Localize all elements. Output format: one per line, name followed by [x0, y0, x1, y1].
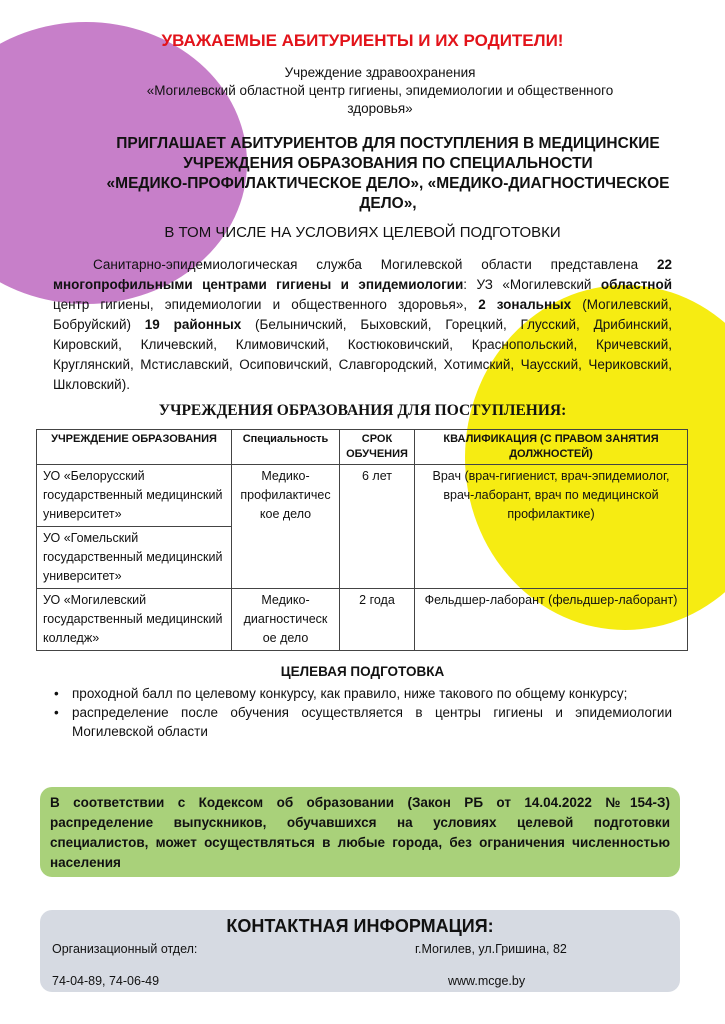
notice-box: В соответствии с Кодексом об образовании (Закон РБ от 14.04.2022 №154-З) распределение выпускников, обучавшихся на условиях целевой подготовки специалистов, может осуществляться в любые города, без ограничения численностью населения [40, 787, 680, 877]
invitation-line: УЧРЕЖДЕНИЯ ОБРАЗОВАНИЯ ПО СПЕЦИАЛЬНОСТИ [183, 155, 593, 172]
list-item: • распределение после обучения осуществляется в центры гигиены и эпидемиологии Могилевской области [52, 703, 672, 741]
intro-bold: 22 многопрофильными центрами гигиены и эпидемиологии [53, 257, 672, 292]
institutions-section-title: УЧРЕЖДЕНИЯ ОБРАЗОВАНИЯ ДЛЯ ПОСТУПЛЕНИЯ: [158, 402, 567, 419]
invitation-line: «МЕДИКО-ПРОФИЛАКТИЧЕСКОЕ ДЕЛО», «МЕДИКО-ДИАГНОСТИЧЕСКОЕ [106, 175, 670, 192]
table-cell-qualification: Врач (врач-гигиенист, врач-эпидемиолог, врач-лаборант, врач по медицинской профилактике) [415, 465, 688, 589]
intro-text: (Могилевский, Бобруйский) [53, 297, 672, 332]
table-row [37, 465, 688, 527]
table-header: УЧРЕЖДЕНИЕ ОБРАЗОВАНИЯ [37, 430, 232, 465]
table-header: СРОК ОБУЧЕНИЯ [340, 430, 415, 465]
intro-bold: областной [600, 277, 673, 292]
invitation-heading [88, 134, 688, 214]
contact-phones: 74-04-89, 74-06-49 [52, 974, 160, 988]
table-row [37, 589, 688, 651]
table-header: Специальность [232, 430, 340, 465]
table-cell-qualification: Фельдшер-лаборант (фельдшер-лаборант) [415, 589, 688, 651]
intro-text: (Белыничский, Быховский, Горецкий, Глусский, Дрибинский, Кировский, Кличевский, Климовичский, Костюковичский, Краснопольский, Кричевский, Круглянский, Мстиславский, Осиповичский, Славгородский, Хотимский, Чаусский, Чериковский, Шкловский). [53, 317, 672, 392]
contact-title: КОНТАКТНАЯ ИНФОРМАЦИЯ: [226, 916, 494, 936]
contact-address: г.Могилев, ул.Гришина, 82 [415, 942, 567, 956]
intro-text: : УЗ «Могилевский [463, 277, 601, 292]
invitation-line: ПРИГЛАШАЕТ АБИТУРИЕНТОВ ДЛЯ ПОСТУПЛЕНИЯ В МЕДИЦИНСКИЕ [116, 135, 660, 152]
contact-website[interactable]: www.mcge.by [448, 974, 526, 988]
target-training-title: ЦЕЛЕВАЯ ПОДГОТОВКА [280, 664, 445, 679]
table-cell-institution: УО «Могилевский государственный медицинский колледж» [37, 589, 232, 651]
intro-text: Санитарно-эпидемиологическая служба Могилевской области представлена [93, 257, 657, 272]
intro-text: центр гигиены, эпидемиологии и общественного здоровья», [53, 297, 479, 312]
invitation-subline: В ТОМ ЧИСЛЕ НА УСЛОВИЯХ ЦЕЛЕВОЙ ПОДГОТОВКИ [164, 224, 561, 241]
table-header: КВАЛИФИКАЦИЯ (С ПРАВОМ ЗАНЯТИЯ ДОЛЖНОСТЕЙ) [415, 430, 688, 465]
table-cell-duration: 6 лет [340, 465, 415, 589]
table-cell-specialty: Медико-профилактичес кое дело [232, 465, 340, 589]
table-cell-specialty: Медико-диагностическ ое дело [232, 589, 340, 651]
intro-paragraph [53, 255, 672, 395]
headline: УВАЖАЕМЫЕ АБИТУРИЕНТЫ И ИХ РОДИТЕЛИ! [161, 31, 564, 50]
organization-line: Учреждение здравоохранения [284, 65, 476, 80]
contact-box [40, 910, 680, 992]
organization-name [110, 64, 650, 118]
target-training-list [52, 684, 672, 741]
table-cell-institution: УО «Гомельский государственный медицинский университет» [37, 527, 232, 589]
contact-department: Организационный отдел: [52, 942, 198, 956]
table-header-row [37, 430, 688, 465]
table-cell-institution: УО «Белорусский государственный медицинский университет» [37, 465, 232, 527]
organization-line: здоровья» [347, 101, 413, 116]
organization-line: «Могилевский областной центр гигиены, эпидемиологии и общественного [146, 83, 614, 98]
intro-bold: 2 зональных [478, 297, 572, 312]
institutions-table [36, 429, 688, 651]
invitation-line: ДЕЛО», [359, 195, 417, 212]
list-item: • проходной балл по целевому конкурсу, как правило, ниже такового по общему конкурсу; [52, 684, 672, 703]
table-cell-duration: 2 года [340, 589, 415, 651]
intro-bold: 19 районных [144, 317, 242, 332]
